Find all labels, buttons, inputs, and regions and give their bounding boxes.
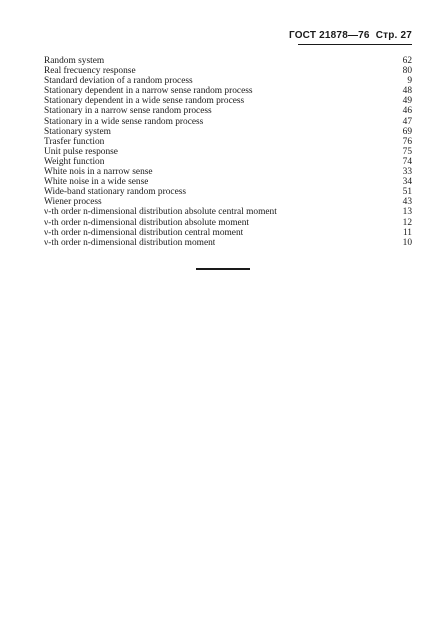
- index-page: 74: [402, 156, 412, 167]
- index-entry: [44, 147, 412, 157]
- index-page: 47: [402, 116, 412, 127]
- term-index: [44, 56, 412, 248]
- index-page: 11: [402, 227, 412, 238]
- index-term: Stationary in a wide sense random process: [44, 116, 204, 127]
- index-entry: [44, 106, 412, 116]
- index-page: 76: [402, 136, 412, 147]
- page-header: [289, 30, 412, 41]
- index-term: Trasfer function: [44, 136, 105, 147]
- index-page: 48: [402, 86, 412, 97]
- index-entry: [44, 228, 412, 238]
- index-entry: [44, 96, 412, 106]
- index-entry: [44, 117, 412, 127]
- index-term: ν-th order n-dimensional distribution absolute moment: [44, 217, 249, 228]
- index-page: 10: [402, 237, 412, 248]
- page-number: Стр. 27: [375, 30, 412, 41]
- index-page: 12: [402, 217, 412, 228]
- index-term: ν-th order n-dimensional distribution central moment: [44, 227, 244, 238]
- index-term: Random system: [44, 56, 105, 66]
- index-page: 51: [402, 187, 412, 198]
- index-term: Weight function: [44, 156, 105, 167]
- index-page: 62: [402, 56, 412, 66]
- index-term: ν-th order n-dimensional distribution absolute central moment: [44, 207, 277, 218]
- index-page: 69: [402, 126, 412, 137]
- index-entry: [44, 177, 412, 187]
- index-entry: [44, 137, 412, 147]
- index-entry: [44, 86, 412, 96]
- index-page: 80: [402, 66, 412, 77]
- index-term: Real frecuency response: [44, 66, 136, 77]
- index-page: 34: [402, 177, 412, 188]
- index-page: 33: [402, 167, 412, 178]
- index-term: Stationary dependent in a narrow sense random process: [44, 86, 253, 97]
- index-term: White noise in a wide sense: [44, 177, 149, 188]
- index-term: Stationary system: [44, 126, 111, 137]
- index-page: 75: [402, 146, 412, 157]
- index-page: 49: [402, 96, 412, 107]
- index-entry: [44, 187, 412, 197]
- index-entry: [44, 127, 412, 137]
- index-entry: [44, 56, 412, 66]
- index-entry: [44, 157, 412, 167]
- standard-number: ГОСТ 21878—76: [288, 30, 370, 41]
- index-page: 43: [402, 197, 412, 208]
- index-term: White nois in a narrow sense: [44, 167, 153, 178]
- index-entry: [44, 76, 412, 86]
- index-entry: [44, 167, 412, 177]
- index-term: Stationary in a narrow sense random process: [44, 106, 212, 117]
- index-entry: [44, 218, 412, 228]
- index-entry: [44, 66, 412, 76]
- index-term: Stationary dependent in a wide sense random process: [44, 96, 245, 107]
- index-term: ν-th order n-dimensional distribution moment: [44, 237, 216, 248]
- index-entry: [44, 207, 412, 217]
- index-term: Standard deviation of a random process: [44, 76, 193, 87]
- index-term: Wide-band stationary random process: [44, 187, 187, 198]
- end-rule: [196, 268, 250, 270]
- index-term: Unit pulse response: [44, 146, 118, 157]
- index-entry: [44, 197, 412, 207]
- index-page: 13: [402, 207, 412, 218]
- header-rule: [298, 44, 412, 45]
- index-page: 9: [407, 76, 412, 87]
- index-term: Wiener process: [44, 197, 102, 208]
- index-entry: [44, 238, 412, 248]
- index-page: 46: [402, 106, 412, 117]
